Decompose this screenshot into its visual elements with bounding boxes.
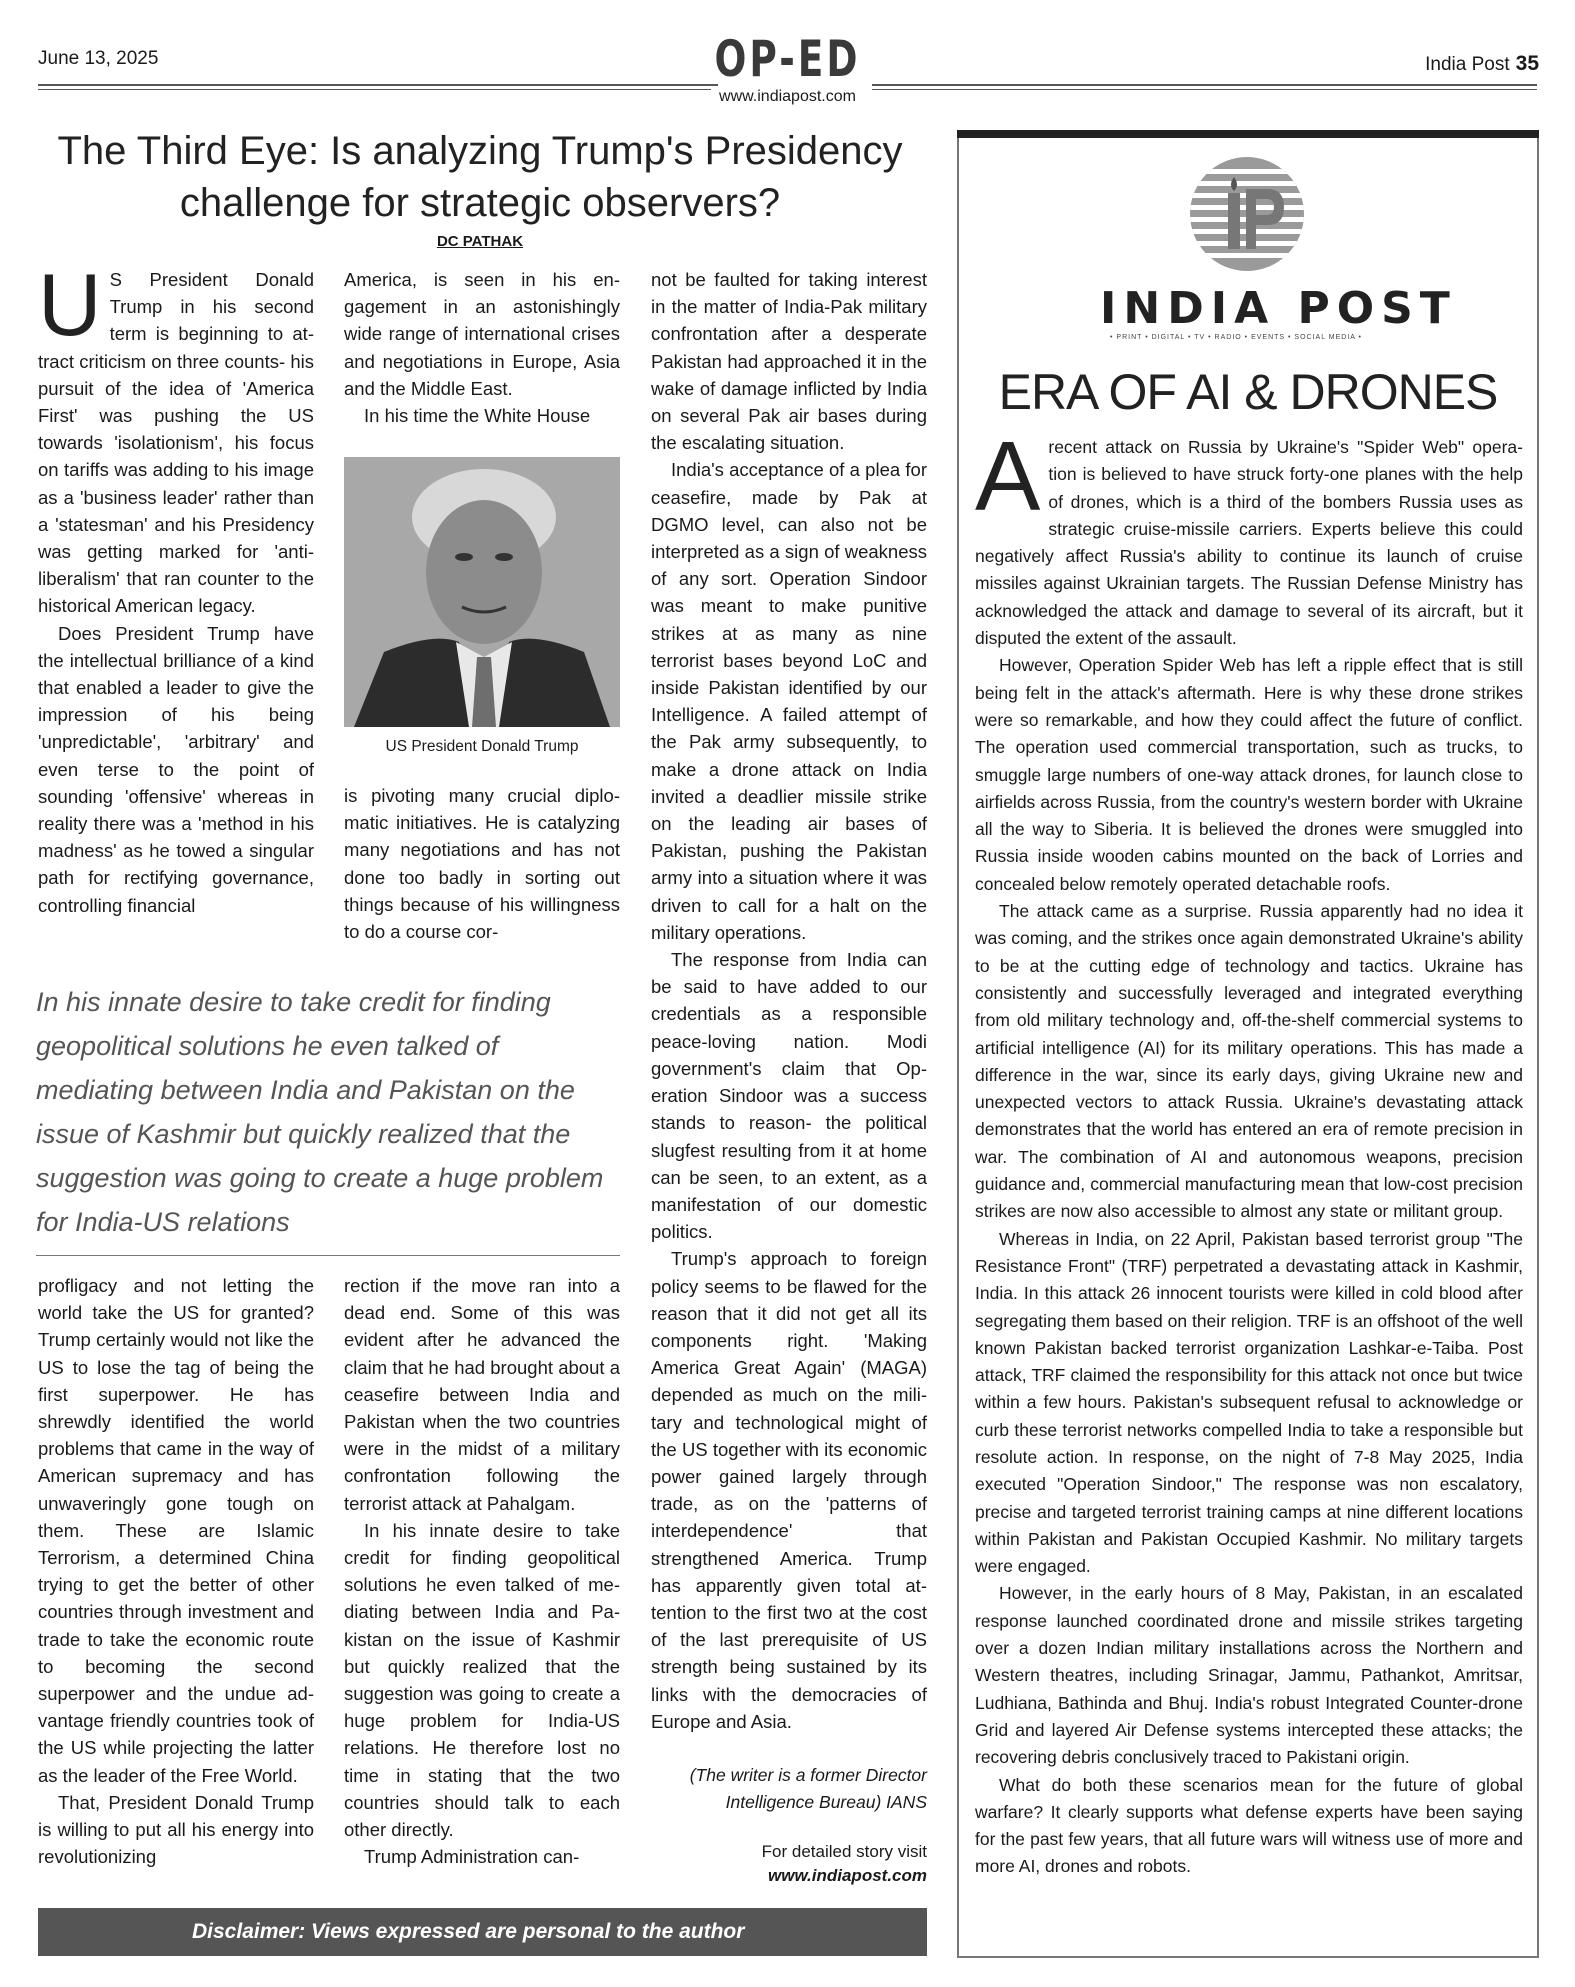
paragraph: Trump's approach to foreign policy seems to be flawed for the reason that it did not get all its components right. 'Making America Great Again' (MAGA) depended as much on the military and technological might of the US together with its economic power gained largely through trade, as on the 'patterns of interdependence' that strengthened America. Trump has apparently given total attention to the first two at the cost of the last prerequisite of US strength being sustained by its links with the democracies of Europe and Asia.: [651, 1248, 927, 1732]
article-column-1-top: [38, 255, 314, 919]
publication-page: [1425, 52, 1539, 76]
paragraph: Whereas in India, on 22 April, Pakistan based terrorist group "The Resistance Front" (TRF) perpetrated a devastating attack in Kashmir, India. In this attack 26 innocent tourists were killed in cold blood after segregating them based on their religion. TRF is an offshoot of the well known Pakistan backed terrorist organization Lashkar-e-Taiba. Post attack, TRF claimed the responsibility for this attack not once but twice within a few hours. Pakistan's subsequent refusal to acknowledge or curb these terrorist networks compelled India to take a responsible but resolute action. In response, on the night of 7-8 May 2025, India executed "Operation Sindoor," The response was non escalatory, precise and targeted terrorist training camps at nine different locations within Pakistan and Pakistan Occupied Kashmir. No military targets were engaged.: [975, 1228, 1524, 1577]
sidebar-title: ERA OF AI & DRONES: [998, 364, 1498, 420]
paragraph: S President Donald Trump in his second term is beginning to attract criticism on three counts- his pursuit of the idea of 'America First' was pushing the US towards 'isolationism', his focus on tariffs was adding to his image as a 'business leader' rather than a 'statesman' and his Presidency was getting marked for 'anti-liberalism' that ran counter to the historical American legacy.: [38, 269, 314, 617]
story-link-label: For detailed story visit: [761, 1842, 927, 1861]
article-column-1-bottom: [38, 1272, 314, 1870]
publication-name: India Post: [1425, 54, 1510, 75]
photo-donald-trump: [344, 457, 620, 727]
paragraph: America, is seen in his engagement in an astonishingly wide range of international crises and negotiations in Europe, Asia and the Middle East.: [344, 269, 620, 399]
paragraph: In his innate desire to take credit for finding geopolitical solutions he even talked of mediating between India and Pakistan on the issue of Kashmir but quickly realized that the suggestion was going to create a huge problem for India-US relations. He therefore lost no time in stating that the two countries should talk to each other directly.: [344, 1519, 620, 1841]
paragraph: rection if the move ran into a dead end. Some of this was evident after he advanced the claim that he had brought about a ceasefire between India and Pakistan when the two countries were in the midst of a military confrontation following the terrorist attack at Pahalgam.: [344, 1275, 620, 1514]
paragraph: However, Operation Spider Web has left a ripple effect that is still being felt in the attack's aftermath. Here is why these drone strikes were so remarkable, and how they could affect the future of conflict. The operation used commercial transportation, such as trucks, to smuggle large numbers of one-way attack drones, for launch close to airfields across Russia, from the country's western border with Ukraine all the way to Siberia. It is believed the drones were smuggled into Russia inside wooden cabins mounted on the back of Lorries and concealed below remotely operated detachable roofs.: [975, 655, 1523, 894]
article-column-2-bottom: [344, 1272, 620, 1870]
brand-wordmark: INDIA POST: [1100, 283, 1457, 334]
byline: DC PATHAK: [436, 233, 524, 250]
paragraph: That, President Donald Trump is willing to put all his energy into revolutionizing: [38, 1791, 314, 1868]
brand-tagline: • PRINT • DIGITAL • TV • RADIO • EVENTS • SOCIAL MEDIA •: [1110, 334, 1362, 341]
writer-credit: (The writer is a former Director Intelligence Bureau) IANS: [689, 1765, 927, 1812]
paragraph: However, in the early hours of 8 May, Pakistan, in an escalated response launched coordinated drone and missile strikes targeting over a dozen Indian military installations across the Northern and Western theatres, including Srinagar, Jammu, Pathankot, Amritsar, Ludhiana, Bathinda and Bhuj. India's robust Integrated Counter-drone Grid and layered Air Defense systems intercepted these attacks; the recovering debris conclusively traced to Pakistani origin.: [975, 1583, 1523, 1768]
paragraph: profligacy and not letting the world take the US for granted? Trump certainly would not like the US to lose the tag of being the first superpower. He has shrewdly identified the world problems that came in the way of American supremacy and has unwaveringly gone tough on them. These are Islamic Terrorism, a determined China trying to get the better of other countries through investment and trade to take the economic route to becoming the second superpower and the undue advantage friendly countries took of the US while projecting the latter as the leader of the Free World.: [38, 1275, 314, 1786]
india-post-logo-icon: [1188, 155, 1306, 273]
sidebar-top-bar: [957, 130, 1539, 138]
drop-cap: U: [38, 255, 102, 354]
pull-quote: In his innate desire to take credit for finding geopolitical solutions he even talked of mediating between India and Pakistan on the issue of Kashmir but quickly realized that the suggestion was going to create a huge problem for India-US relations: [36, 987, 604, 1237]
header-url: www.indiapost.com: [0, 88, 1575, 106]
photo-caption: US President Donald Trump: [385, 738, 579, 755]
paragraph: Trump Administration can-: [364, 1846, 580, 1868]
page-number: 35: [1515, 52, 1539, 75]
sidebar-drop-cap: A: [975, 421, 1041, 531]
paragraph: is pivoting many crucial diplomatic initiatives. He is catalyzing many negotiations and has not done too badly in sorting out things because of his willingness to do a course cor-: [344, 785, 620, 943]
paragraph: The response from India can be said to have added to our credentials as a responsible peace-loving nation. Modi government's claim that Operation Sindoor was a success stands to reason- the political slugfest resulting from it at home can be seen, to an extent, as a manifestation of our domestic politics.: [651, 949, 927, 1243]
story-link: [651, 1840, 927, 1888]
article-column-3: [651, 266, 927, 1735]
sidebar-article: [975, 421, 1524, 1881]
paragraph: Does President Trump have the intellectual brilliance of a kind that enabled a leader to give the impression of his being 'unpredictable', 'arbitrary' and even terse to the point of sounding 'offensive' whereas in reality there was a 'method in his madness' as he towed a singular path for rectifying governance, controlling financial: [38, 622, 314, 916]
pull-quote-rule: [36, 1255, 620, 1256]
portrait-illustration: [344, 457, 620, 727]
paragraph: not be faulted for taking interest in the matter of India-Pak military confrontation after a desperate Pakistan had approached it in the wake of damage inflicted by India on several Pak air bases during the escalating situation.: [651, 269, 927, 454]
issue-date: June 13, 2025: [38, 48, 159, 69]
story-link-url[interactable]: www.indiapost.com: [768, 1866, 927, 1885]
header-rule-left: [38, 84, 718, 86]
article-title: The Third Eye: Is analyzing Trump's Presidency challenge for strategic observers?: [57, 129, 903, 225]
paragraph: recent attack on Russia by Ukraine's "Spider Web" opera-tion is believed to have struck forty-one planes with the help of drones, which is a third of the bombers Russia uses as strategic cruise-missile carriers. Experts believe this could negatively affect Russia's ability to continue its launch of cruise missiles against Ukrainian targets. The Russian Defense Ministry has acknowledged the attack and damage to several of its aircraft, but it disputed the extent of the assault.: [975, 437, 1523, 649]
article-column-2-continued: [344, 782, 620, 945]
header-rule-right: [872, 84, 1537, 86]
article-column-2-top: [344, 266, 620, 429]
paragraph: India's acceptance of a plea for ceasefire, made by Pak at DGMO level, can also not be interpreted as a sign of weakness of any sort. Operation Sindoor was meant to make punitive strikes at as many as nine terrorist bases beyond LoC and inside Pakistan identified by our Intelligence. A failed attempt of the Pak army subsequently, to make a drone attack on India invited a deadlier missile strike on the leading air bases of Pakistan, pushing the Pakistan army into a situation where it was driven to call for a halt on the military operations.: [651, 459, 927, 943]
paragraph: The attack came as a surprise. Russia apparently had no idea it was coming, and the strikes once again demonstrated Ukraine's ability to be at the cutting edge of technology and tactics. Ukraine has consistently and successfully leveraged and integrated everything from old military technology and, off-the-shelf commercial systems to artificial intelligence (AI) for its military operations. This has made a difference in the war, since its early days, giving Ukraine new and unexpected vectors to attack Russia. Ukraine's devastating attack demonstrates that the world has entered an era of remote precision in war. The combination of AI and autonomous weapons, precision guidance and, commercial manufacturing mean that low-cost precision strikes are now also accessible to almost any state or militant group.: [975, 901, 1523, 1222]
paragraph: What do both these scenarios mean for the future of global warfare? It clearly supports what defense experts have been saying for the past few years, that all future wars will witness use of more and more AI, drones and robots.: [975, 1774, 1523, 1877]
section-title: OP-ED: [714, 30, 861, 88]
paragraph: In his time the White House: [364, 405, 591, 427]
disclaimer-bar: Disclaimer: Views expressed are personal to the author: [38, 1908, 927, 1956]
